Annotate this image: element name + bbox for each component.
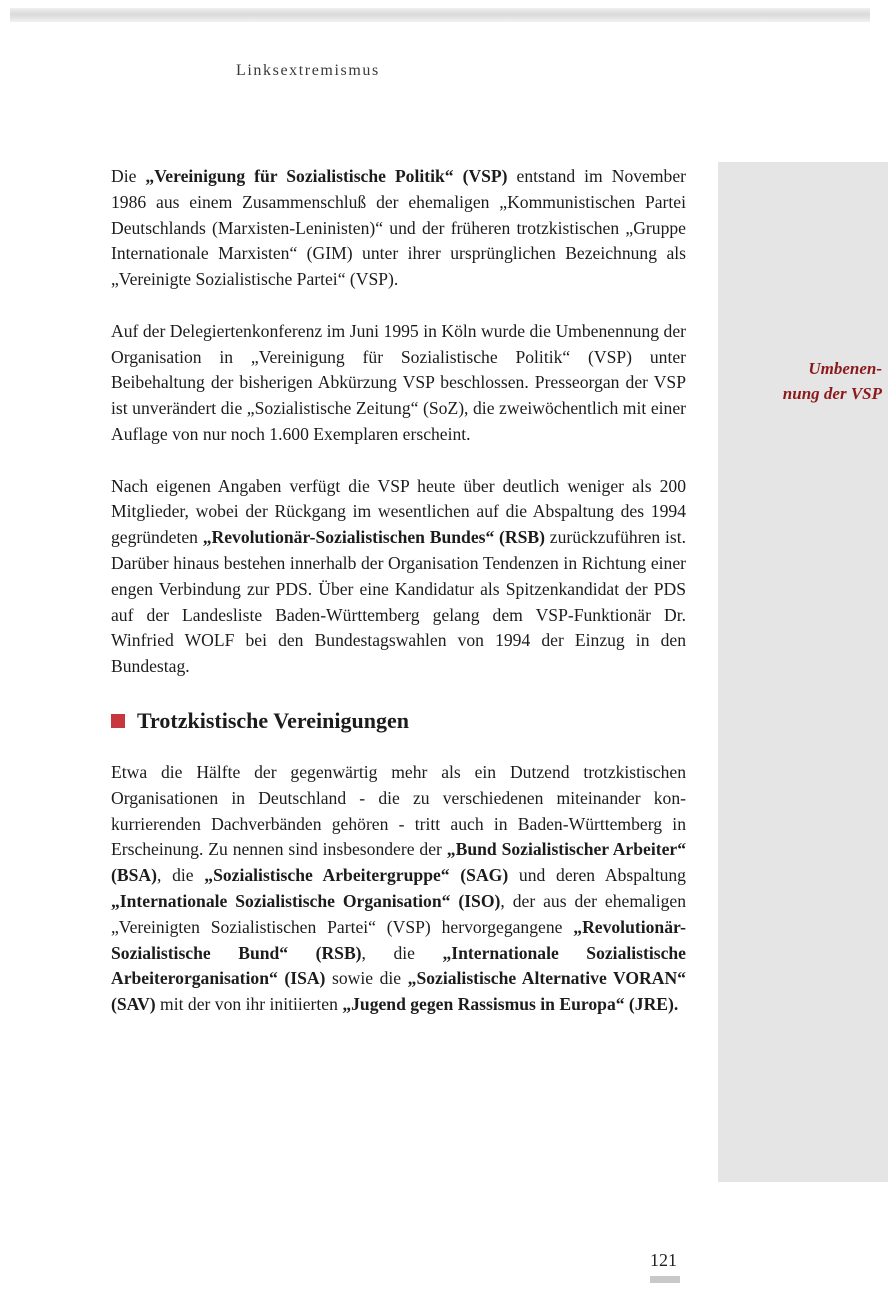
text-run: Etwa die Hälfte der gegenwärtig mehr als ein Dutzend trotzkistischen Organisationen in Deutschland - die zu verschiedenen miteinander konkurrierenden Dachverbänden gehören - tritt auch in Baden-Württemberg in Erscheinung. Zu nennen sind insbesondere der xyxy=(111,761,686,860)
text-run: , die xyxy=(361,942,443,963)
margin-note-line-2: nung der VSP xyxy=(782,384,882,403)
bold-term: „Internationale Sozialistische Organisation“ (ISO) xyxy=(111,890,501,911)
paragraph-vsp-members xyxy=(111,474,686,680)
bold-term: „Revolutionär-Sozialistische Bund“ (RSB) xyxy=(111,916,686,963)
paragraph-trotskyist-groups xyxy=(111,760,686,1018)
text-run: sowie die xyxy=(325,968,408,989)
bold-term: „Jugend gegen Rassismus in Europa“ (JRE). xyxy=(342,994,679,1015)
margin-note xyxy=(726,356,882,406)
bold-term: „Bund Sozialistischer Arbeiter“ (BSA) xyxy=(111,839,686,886)
bold-term: „Sozialistische Alternative VORAN“ (SAV) xyxy=(111,968,686,1015)
margin-note-line-1: Umbenen- xyxy=(808,359,882,378)
bold-term: „Revolutionär-Sozialistischen Bundes“ (RSB) xyxy=(202,527,546,548)
square-bullet-icon xyxy=(111,714,125,728)
margin-sidebar xyxy=(718,162,888,1182)
page-mark xyxy=(650,1276,680,1283)
bold-term: „Sozialistische Arbeitergruppe“ (SAG) xyxy=(204,865,509,886)
page-number: 121 xyxy=(650,1250,677,1270)
text-run: mit der von ihr initiierten xyxy=(155,994,343,1015)
text-run: , der aus der ehemaligen „Vereinigten Sozialistischen Partei“ (VSP) hervorgegangene xyxy=(111,890,687,937)
text-run: Die xyxy=(111,166,146,186)
running-head: Linksextremismus xyxy=(236,62,380,79)
text-run: , die xyxy=(156,865,205,886)
text-run: entstand im November 1986 aus einem Zusammenschluß der ehemaligen „Kommunistischen Partei Deutschlands (Marxisten-Leninisten)“ und der früheren trotzkistischen „Gruppe Internationale Marxisten“ (GIM) unter ihrer ursprünglichen Bezeichnung als „Vereinigte Sozialistische Partei“ (VSP). xyxy=(111,166,686,290)
paragraph-vsp-rename: Auf der Delegiertenkonferenz im Juni 1995 in Köln wurde die Umbenennung der Organisation in „Vereinigung für Sozialistische Politik“ (VSP) unter Beibehaltung der bisherigen Abkürzung VSP beschlossen. Presseorgan der VSP ist unverändert die „Sozialistische Zeitung“ (SoZ), die zweiwöchentlich mit einer Auflage von nur noch 1.600 Exemplaren erscheint. xyxy=(111,320,686,444)
bold-term: „Vereinigung für Sozialistische Politik“ (VSP) xyxy=(145,166,508,186)
section-heading xyxy=(111,706,686,736)
body-column xyxy=(111,164,686,1018)
text-run: zurückzuführen ist. Darüber hinaus bestehen innerhalb der Organisation Tendenzen in Richtung einer engen Verbindung zur PDS. Über eine Kandidatur als Spitzenkandidat der PDS auf der Landesliste Baden-Württemberg gelang dem VSP-Funktionär Dr. Winfried WOLF bei den Bundestagswahlen von 1994 der Einzug in den Bundestag. xyxy=(111,527,686,677)
text-run: Nach eigenen Angaben verfügt die VSP heute über deutlich weniger als 200 Mitglieder, wobei der Rückgang im wesentlichen auf die Abspaltung des 1994 gegründeten xyxy=(111,475,686,548)
paragraph-vsp-origin xyxy=(111,164,686,293)
text-run: und deren Abspaltung xyxy=(508,865,686,886)
bold-term: „Internationale Sozialistische Arbeiterorganisation“ (ISA) xyxy=(111,942,686,989)
top-rule xyxy=(10,8,870,22)
section-heading-text: Trotzkistische Vereinigungen xyxy=(137,707,409,733)
